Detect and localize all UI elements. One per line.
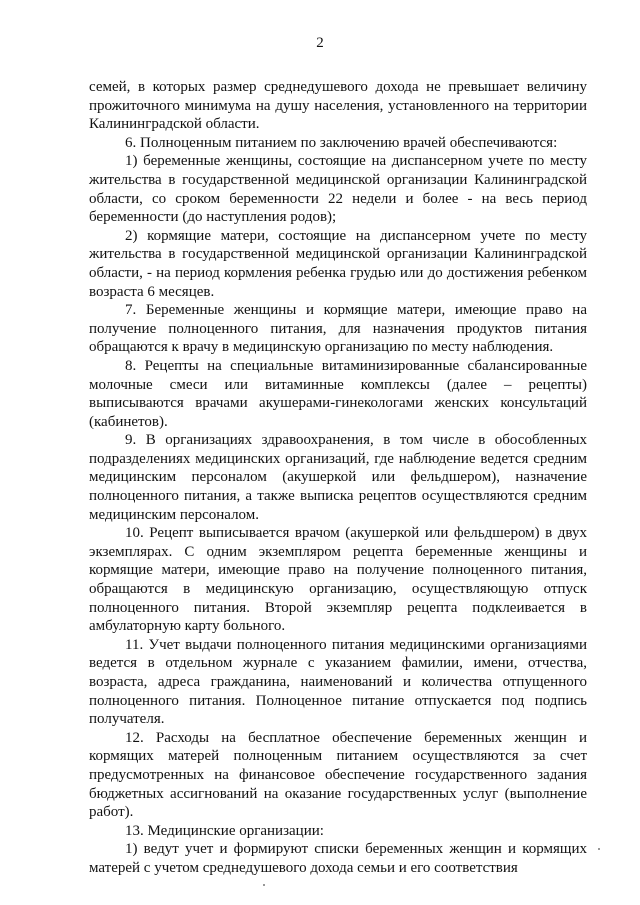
paragraph-continuation: семей, в которых размер среднедушевого дохода не превышает величину прожиточного минимума на душу населения, установленного на территории Калининградской области. bbox=[89, 79, 587, 133]
paragraph-item-12: 12. Расходы на бесплатное обеспечение беременных женщин и кормящих матерей полноценным питанием осуществляются за счет предусмотренных на финансовое обеспечение государственного задания бюджетных ассигнований на оказание государственных услуг (выполнение работ). bbox=[89, 729, 587, 821]
paragraph-item-13-1: 1) ведут учет и формируют списки беременных женщин и кормящих матерей с учетом среднедушевого дохода семьи и его соответствия bbox=[89, 841, 587, 876]
paragraph-item-7: 7. Беременные женщины и кормящие матери, имеющие право на получение полноценного питания, для назначения продуктов питания обращаются к врачу в медицинскую организацию по месту наблюдения. bbox=[89, 302, 587, 356]
page-number: 2 bbox=[316, 35, 324, 51]
paragraph-item-9: 9. В организациях здравоохранения, в том числе в обособленных подразделениях медицинских организаций, где наблюдение ведется средним медицинским персоналом (акушеркой или фельдшером), назначение полноценного питания, а также выписка рецептов осуществляются средним медицинским персоналом. bbox=[89, 432, 587, 523]
paragraph-item-8: 8. Рецепты на специальные витаминизированные сбалансированные молочные смеси или витаминные комплексы (далее – рецепты) выписываются врачами акушерами-гинекологами женских консультаций (кабинетов). bbox=[89, 357, 587, 430]
paragraph-item-10: 10. Рецепт выписывается врачом (акушеркой или фельдшером) в двух экземплярах. С одним экземпляром рецепта беременные женщины и кормящие матери, имеющие право на получение полноценного питания, обращаются в медицинскую организацию, осуществляющую отпуск полноценного питания. Второй экземпляр рецепта подклеивается в амбулаторную карту больного. bbox=[89, 525, 587, 635]
paragraph-item-11: 11. Учет выдачи полноценного питания медицинскими организациями ведется в отдельном журнале с указанием фамилии, имени, отчества, возраста, адреса гражданина, наименований и количества отпущенного полноценного питания. Полноценное питание отпускается под подпись получателя. bbox=[89, 636, 587, 728]
paragraph-item-13: 13. Медицинские организации: bbox=[125, 822, 324, 839]
scan-speck bbox=[263, 884, 265, 886]
document-body bbox=[89, 78, 587, 878]
scan-speck bbox=[598, 848, 600, 850]
paragraph-item-6-1: 1) беременные женщины, состоящие на диспансерном учете по месту жительства в государственной медицинской организации Калининградской области, со сроком беременности 22 недели и более - на весь период беременности (до наступления родов); bbox=[89, 153, 587, 226]
paragraph-item-6-2: 2) кормящие матери, состоящие на диспансерном учете по месту жительства в государственной медицинской организации Калининградской области, - на период кормления ребенка грудью или до достижения ребенком возраста 6 месяцев. bbox=[89, 227, 587, 300]
paragraph-item-6: 6. Полноценным питанием по заключению врачей обеспечиваются: bbox=[125, 134, 558, 151]
